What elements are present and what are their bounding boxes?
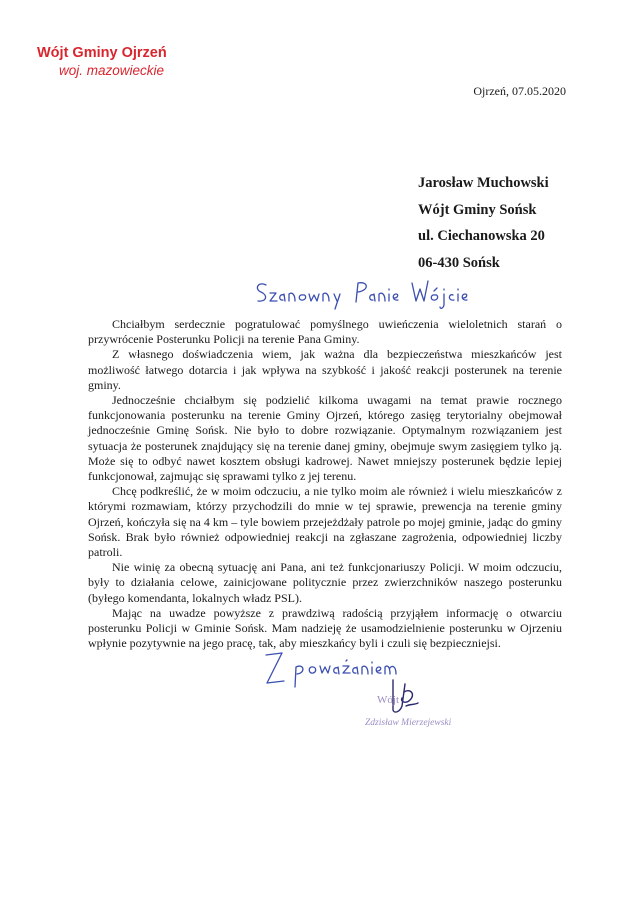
paragraph: Nie winię za obecną sytuację ani Pana, ani też funkcjonariuszy Policji. W moim odczuciu, były to działania celowe, zainicjowane politycznie przez zwierzchników naszego posterunku (byłego komendanta, lokalnych władz PSL). [88, 560, 562, 605]
stamp-title: Wójt [377, 694, 399, 706]
addressee-block [418, 170, 549, 276]
paragraph: Chciałbym serdecznie pogratulować pomyślnego uwieńczenia wieloletnich starań o przywrócenie Posterunku Policji na terenie Pana Gminy. [88, 317, 562, 347]
signature-block [360, 670, 490, 740]
addressee-name: Jarosław Muchowski [418, 175, 549, 191]
addressee-street: ul. Ciechanowska 20 [418, 228, 545, 245]
letterhead-region: woj. mazowieckie [59, 63, 165, 78]
paragraph: Chcę podkreślić, że w moim odczuciu, a nie tylko moim ale również i wielu mieszkańców z którymi rozmawiam, którzy przychodzili do mnie w tej sprawie, prewencja na terenie gminy Ojrzeń, kończyła się na 4 km – tyle bowiem przejeżdżały patrole po mojej gminie, jadąc do gminy Sońsk. Brak było również odpowiedniej reakcji na zgłaszane zagrożenia, odpowiedniej liczby patroli. [88, 484, 562, 560]
paragraph: Mając na uwadze powyższe z prawdziwą radością przyjąłem informację o otwarciu posterunku Policji w Gminie Sońsk. Mam nadzieję że usamodzielnienie posterunku w Ojrzeniu wpłynie pozytywnie na jego pracę, tak, aby mieszkańcy byli i czuli się bezpieczniejsi. [88, 605, 562, 651]
paragraph: Jednocześnie chciałbym się podzielić kilkoma uwagami na temat prawie rocznego funkcjonowania posterunku na terenie Gminy Ojrzeń, którego zasięg terytorialny obejmował jednocześnie Gminę Sońsk. Nie było to dobre rozwiązanie. Optymalnym rozwiązaniem jest sytuacja że posterunek znajdujący się na terenie danej gminy, obejmuje swym zasięgiem tylko ją. Może się to odbyć nawet kosztem obsługi kadrowej. Nawet mniejszy posterunek będzie lepiej funkcjonował, zajmując się sprawami tylko z jej terenu. [88, 393, 562, 484]
letter-date: Ojrzeń, 07.05.2020 [473, 84, 566, 98]
addressee-title: Wójt Gminy Sońsk [418, 201, 537, 218]
letterhead [37, 44, 167, 80]
paragraph: Z własnego doświadczenia wiem, jak ważna dla bezpieczeństwa mieszkańców jest możliwość łatwego dotarcia i jak wpływa na szybkość i jakość reakcji posterunek na terenie gminy. [88, 347, 562, 392]
letterhead-office: Wójt Gminy Ojrzeń [37, 45, 167, 61]
handwritten-salutation [252, 275, 482, 315]
stamp-name: Zdzisław Mierzejewski [365, 718, 452, 728]
letter-body [88, 317, 562, 651]
salutation-handwriting [252, 275, 482, 315]
addressee-city: 06-430 Sońsk [418, 254, 500, 271]
